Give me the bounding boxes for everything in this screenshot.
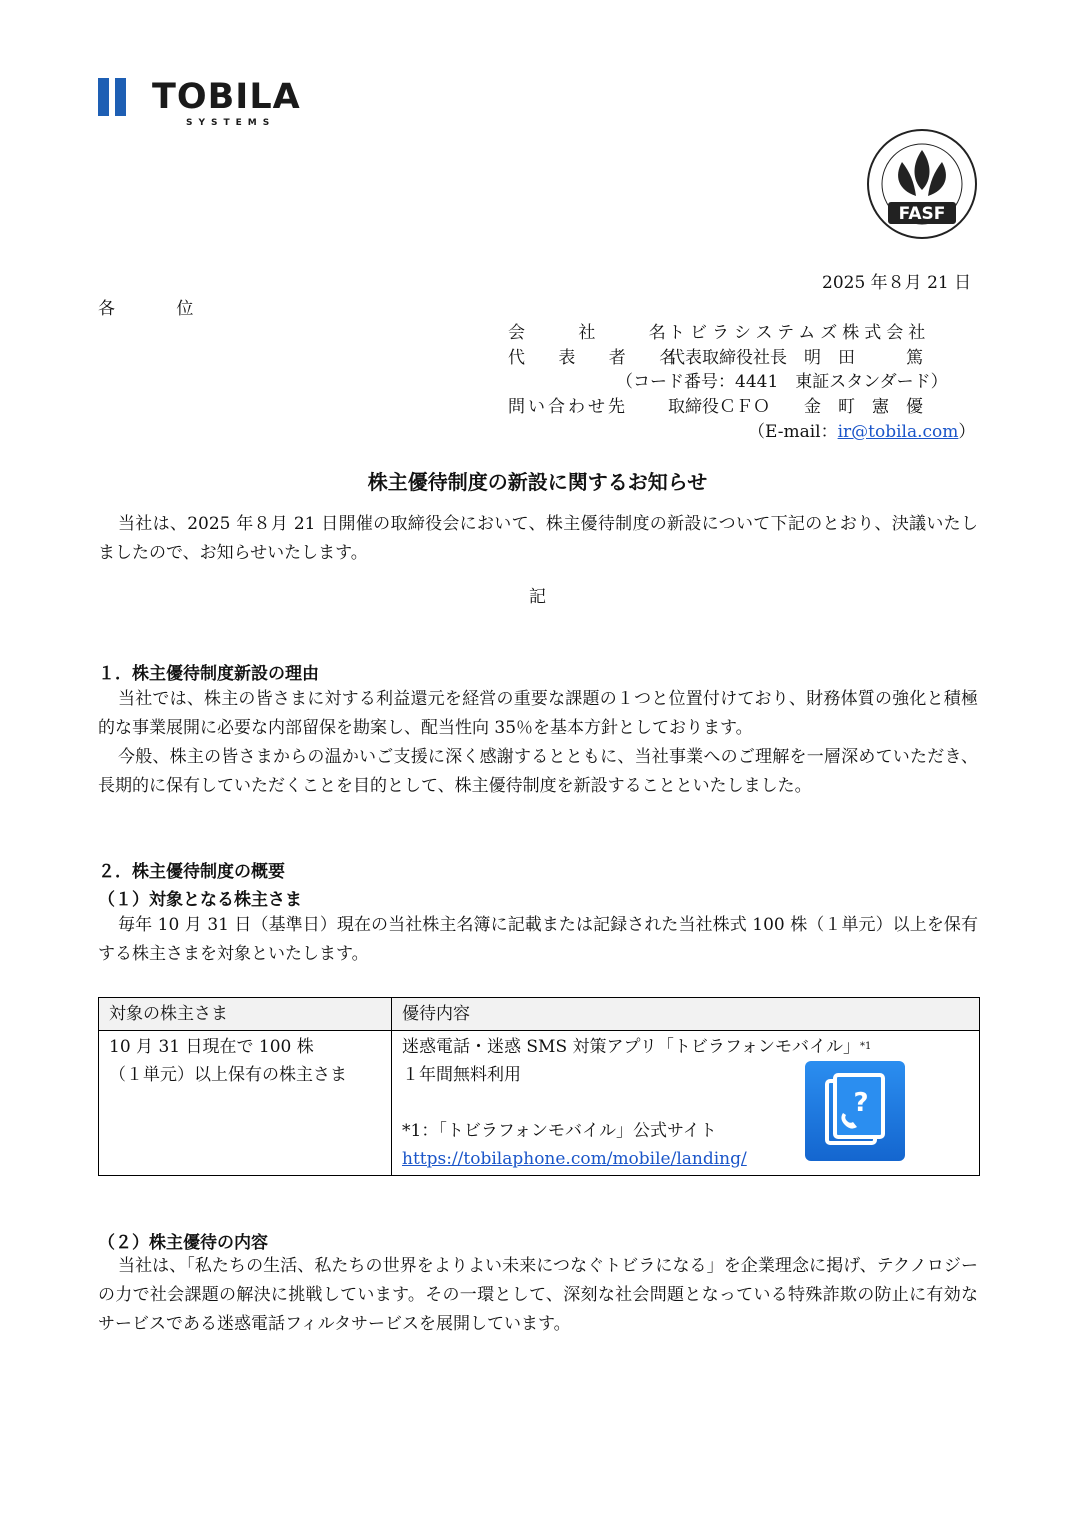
email-suffix: ）: [958, 422, 976, 442]
email-prefix: （E-mail：: [748, 422, 838, 442]
benefit-note: *1：「トビラフォンモバイル」公式サイト: [402, 1121, 717, 1141]
svg-text:?: ?: [853, 1088, 869, 1118]
section2-paragraph1: 毎年 10 月 31 日（基準日）現在の当社株主名簿に記載または記録された当社株式 100 株（１単元）以上を保有する株主さまを対象といたします。: [98, 915, 978, 964]
contact-label: 問い合わせ先: [508, 397, 628, 417]
target-line1: 10 月 31 日現在で 100 株: [109, 1037, 314, 1057]
logo-bar-left: [98, 78, 109, 116]
benefit-table: [98, 997, 980, 1176]
fasf-seal-icon: [866, 128, 978, 240]
company-logo: [98, 76, 328, 132]
company-name-value: トビラシステムズ株式会社: [668, 323, 931, 343]
table-header-row: [99, 998, 980, 1031]
section1-paragraph2: 今般、株主の皆さまからの温かいご支援に深く感謝するとともに、当社事業へのご理解を一層深めていただき、長期的に保有していただくことを目的として、株主優待制度を新設することといたしました。: [98, 747, 978, 796]
logo-bar-right: [115, 78, 126, 116]
logo-subtitle: SYSTEMS: [186, 118, 276, 128]
stock-code: （コード番号：4441 東証スタンダード）: [616, 372, 948, 392]
intro-paragraph: 当社は、2025 年８月 21 日開催の取締役会において、株主優待制度の新設について下記のとおり、決議いたしましたので、お知らせいたします。: [98, 514, 978, 563]
table-row: [99, 1031, 980, 1176]
section2-subheading1: （１）対象となる株主さま: [98, 890, 302, 910]
page-title: 株主優待制度の新設に関するお知らせ: [367, 470, 708, 494]
company-name-label: 会 社 名: [508, 323, 690, 343]
representative-value: 代表取締役社長 明 田 篤: [668, 348, 923, 368]
logo-wordmark: TOBILA: [152, 77, 301, 117]
fasf-label: FASF: [898, 204, 946, 224]
section1-heading: １．株主優待制度新設の理由: [98, 664, 319, 684]
target-line2: （１単元）以上保有の株主さま: [109, 1065, 347, 1085]
phone-book-icon: [805, 1061, 905, 1161]
app-icon: [805, 1061, 905, 1161]
benefit-line1: [402, 1033, 969, 1061]
app-url-link[interactable]: https://tobilaphone.com/mobile/landing/: [402, 1149, 747, 1169]
benefit-line2: １年間無料利用: [402, 1065, 521, 1085]
representative-label: 代 表 者 名: [508, 348, 691, 368]
section1-paragraph1: 当社では、株主の皆さまに対する利益還元を経営の重要な課題の１つと位置付けており、財務体質の強化と積極的な事業展開に必要な内部留保を勘案し、配当性向 35％を基本方針としております。: [98, 689, 978, 738]
document-date: 2025 年８月 21 日: [822, 273, 972, 293]
ki-marker: 記: [529, 587, 546, 607]
contact-value: 取締役ＣＦＯ 金 町 憲 優: [668, 397, 923, 417]
section2-paragraph2: 当社は、「私たちの生活、私たちの世界をよりよい未来につなぐトビラになる」を企業理念に掲げ、テクノロジーの力で社会課題の解決に挑戦しています。その一環として、深刻な社会問題となっている特殊詐欺の防止に有効なサービスである迷惑電話フィルタサービスを展開しています。: [98, 1256, 978, 1334]
addressee: 各 位: [98, 299, 222, 319]
section2-subheading2: （２）株主優待の内容: [98, 1233, 268, 1253]
benefit-app-name: 迷惑電話・迷惑 SMS 対策アプリ「トビラフォンモバイル」: [402, 1037, 860, 1057]
email-link[interactable]: ir@tobila.com: [837, 422, 959, 442]
benefit-cell: [392, 1031, 980, 1176]
fasf-seal: [866, 128, 978, 240]
header-target: 対象の株主さま: [99, 998, 392, 1031]
header-benefit: 優待内容: [392, 998, 980, 1031]
target-cell: [99, 1031, 392, 1176]
section2-heading: ２．株主優待制度の概要: [98, 862, 285, 882]
benefit-footnote-mark: *1: [859, 1041, 872, 1052]
email-line: [748, 417, 975, 442]
